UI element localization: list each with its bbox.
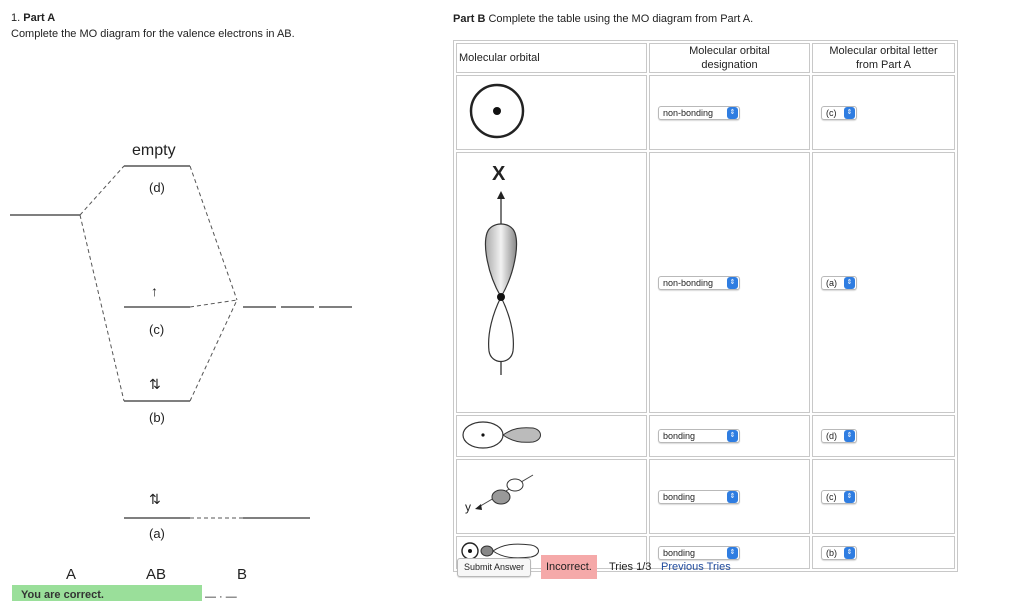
- level-c-label: (c): [149, 322, 165, 337]
- level-a-label: (a): [149, 526, 165, 541]
- col-header-letter: Molecular orbital letter from Part A: [812, 43, 955, 73]
- select-arrow-icon: ⇕: [844, 107, 855, 119]
- part-a-heading: Part A: [23, 12, 56, 24]
- question-number: 1.: [11, 12, 21, 24]
- orbital-image-cell: [456, 152, 647, 413]
- designation-select[interactable]: bonding ⇕: [658, 490, 740, 504]
- orbital-image-cell: [456, 75, 647, 150]
- electron-pair-icon[interactable]: ⇅: [149, 491, 161, 507]
- table-row: [456, 415, 955, 457]
- designation-select[interactable]: non-bonding ⇕: [658, 106, 740, 120]
- select-arrow-icon: ⇕: [844, 277, 855, 289]
- p-orbital-dot-icon: [457, 76, 644, 146]
- s-p-bonding-orbital-icon: [457, 416, 644, 453]
- select-arrow-icon: ⇕: [727, 491, 738, 503]
- mo-diagram: [0, 0, 450, 600]
- letter-select[interactable]: (c) ⇕: [821, 106, 857, 120]
- select-arrow-icon: ⇕: [844, 547, 855, 559]
- select-arrow-icon: ⇕: [727, 107, 738, 119]
- select-arrow-icon: ⇕: [727, 430, 738, 442]
- p-p-bonding-orbital-icon: [457, 460, 644, 530]
- sp-hybrid-orbital-icon: [457, 153, 644, 409]
- empty-label: empty: [132, 142, 176, 159]
- select-arrow-icon: ⇕: [727, 277, 738, 289]
- submit-answer-button[interactable]: Submit Answer: [457, 558, 531, 577]
- atom-b-label: B: [237, 566, 248, 583]
- axis-x-label: X: [492, 163, 506, 185]
- designation-select[interactable]: bonding ⇕: [658, 429, 740, 443]
- level-d-label: (d): [149, 180, 165, 195]
- mo-table: [453, 40, 958, 572]
- designation-select[interactable]: non-bonding ⇕: [658, 276, 740, 290]
- col-header-orbital: Molecular orbital: [456, 43, 647, 73]
- orbital-image-cell: [456, 415, 647, 457]
- level-b-label: (b): [149, 410, 165, 425]
- select-arrow-icon: ⇕: [727, 547, 738, 559]
- letter-select[interactable]: (b) ⇕: [821, 546, 857, 560]
- incorrect-feedback: Incorrect.: [541, 555, 597, 579]
- part-a-instruction: Complete the MO diagram for the valence electrons in AB.: [11, 28, 295, 40]
- tries-count: Tries 1/3: [609, 561, 652, 573]
- part-b-instruction: Complete the table using the MO diagram from Part A.: [488, 13, 754, 25]
- part-b-heading: Part B: [453, 13, 486, 25]
- table-header-row: [456, 43, 955, 73]
- part-b-title: [453, 13, 753, 25]
- axis-y-label: y: [465, 500, 471, 514]
- continue-link-cut: — · —: [205, 591, 237, 603]
- molecule-ab-label: AB: [146, 566, 167, 583]
- letter-select[interactable]: (a) ⇕: [821, 276, 857, 290]
- correct-feedback: You are correct.: [12, 585, 202, 601]
- orbital-image-cell: [456, 459, 647, 534]
- letter-select[interactable]: (d) ⇕: [821, 429, 857, 443]
- col-header-designation: Molecular orbital designation: [649, 43, 810, 73]
- table-row: [456, 152, 955, 413]
- table-row: [456, 75, 955, 150]
- designation-select[interactable]: bonding ⇕: [658, 546, 740, 560]
- atom-a-label: A: [66, 566, 77, 583]
- table-row: [456, 459, 955, 534]
- electron-pair-icon[interactable]: ⇅: [149, 376, 161, 392]
- correlation-lines: [80, 166, 243, 518]
- previous-tries-link[interactable]: Previous Tries: [661, 561, 731, 573]
- select-arrow-icon: ⇕: [844, 430, 855, 442]
- select-arrow-icon: ⇕: [844, 491, 855, 503]
- up-arrow-icon[interactable]: ↑: [151, 283, 158, 299]
- letter-select[interactable]: (c) ⇕: [821, 490, 857, 504]
